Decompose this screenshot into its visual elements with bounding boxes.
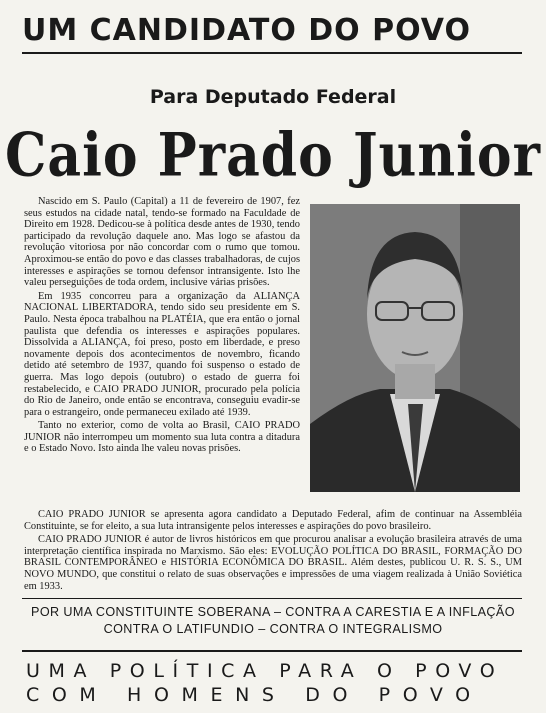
candidacy-subtitle: Para Deputado Federal [149, 86, 397, 108]
slogans [0, 604, 546, 638]
footer-slogan-line: COM HOMENS DO POVO [26, 684, 483, 706]
headline-rule [22, 52, 522, 54]
candidate-portrait [310, 204, 520, 492]
slogan-line: CONTRA O LATIFUNDIO – CONTRA O INTEGRALISMO [103, 622, 443, 636]
bio-paragraph: CAIO PRADO JUNIOR se apresenta agora candidato a Deputado Federal, afim de continuar na Assembléia Constituinte, se for eleito, a sua luta intransigente pelos interesses e aspirações do povo brasileiro. [24, 509, 522, 532]
bio-paragraph: Nascido em S. Paulo (Capital) a 11 de fevereiro de 1907, fez seus estudos na cidade natal, tendo-se formado na Faculdade de Direito em 1928. Dedicou-se à política desde antes de 1930, tendo participado da revolução daquele ano. Mas logo se afastou da revolução vitoriosa por não concordar com o rumo que tomou. Aproximou-se então do povo e das classes trabalhadoras, de cujos interesses e aspirações se tornou defensor intransigente. Isto lhe valeu perseguições de toda ordem, inclusive várias prisões. [24, 196, 300, 289]
slogan-line: POR UMA CONSTITUINTE SOBERANA – CONTRA A CARESTIA E A INFLAÇÃO [31, 605, 515, 619]
biography-full-width [24, 509, 522, 594]
footer-slogan-line: UMA POLÍTICA PARA O POVO [26, 660, 504, 682]
biography-column [24, 196, 300, 457]
flyer-headline: UM CANDIDATO DO POVO [22, 13, 471, 48]
bio-paragraph: Tanto no exterior, como de volta ao Brasil, CAIO PRADO JUNIOR não interrompeu um momento sua luta contra a ditadura e o Estado Novo. Isto ainda lhe valeu novas prisões. [24, 420, 300, 455]
slogan-rule [22, 598, 522, 599]
bio-paragraph: CAIO PRADO JUNIOR é autor de livros históricos em que procurou analisar a evolução brasileira através de uma interpretação científica inspirada no Marxismo. São eles: EVOLUÇÃO POLÍTICA DO BRASIL, FORMAÇÃO DO BRASIL CONTEMPORÂNEO e HISTÓRIA ECONÔMICA DO BRASIL. Além destes, publicou U. R. S. S., UM NOVO MUNDO, que constitui o relato de suas observações e impressões de uma viagem realizada à União Soviética em 1933. [24, 534, 522, 592]
footer-rule [22, 650, 522, 652]
candidate-name: Caio Prado Junior [4, 120, 541, 191]
bio-paragraph: Em 1935 concorreu para a organização da ALIANÇA NACIONAL LIBERTADORA, tendo sido seu presidente em S. Paulo. Nesta época trabalhou na PLATÉIA, que era então o jornal paulista que defendia os interesses e aspirações populares. Dissolvida a ALIANÇA, foi preso, posto em liberdade, e preso novamente depois dos acontecimentos de novembro, ficando detido até setembro de 1937, quando foi suspenso o estado de guerra. Mas logo depois (outubro) o estado de guerra foi restabelecido, e CAIO PRADO JUNIOR, procurado pela polícia do Rio de Janeiro, onde então se encontrava, conseguiu evadir-se para o estrangeiro, onde permaneceu exilado até 1939. [24, 290, 300, 418]
